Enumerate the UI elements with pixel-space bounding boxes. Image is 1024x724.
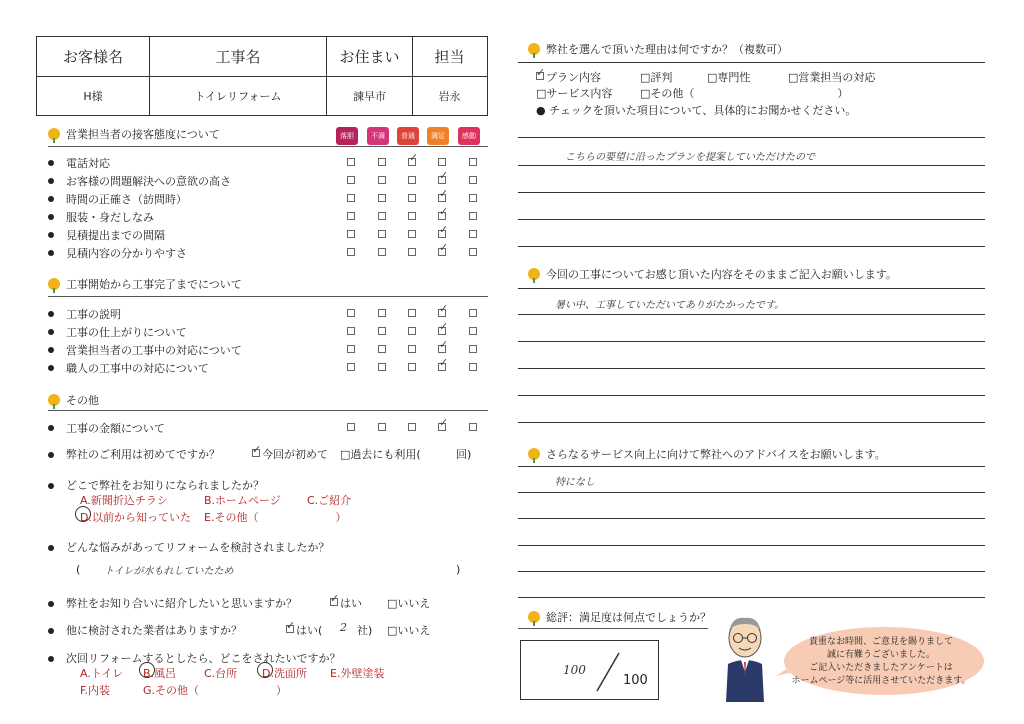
rating-checkbox-3[interactable]: [408, 248, 416, 256]
q-next-label: 次回リフォームするとしたら、どこをされたいですか？: [66, 652, 341, 665]
bullet: [48, 250, 54, 256]
rating-checkbox-1[interactable]: [347, 345, 355, 353]
rating-checkbox-5[interactable]: [469, 212, 477, 220]
rating-checkbox-3[interactable]: [408, 363, 416, 371]
bullet: [48, 347, 54, 353]
how-option-a: A.新聞折込チラシ: [80, 494, 168, 507]
rating-checkbox-5[interactable]: [469, 309, 477, 317]
q3-title: さらなるサービス向上に向けて弊社へのアドバイスをお願いします。: [546, 448, 886, 461]
rating-item-label: 電話対応: [66, 157, 110, 170]
q1-option-expertise: □専門性: [707, 71, 751, 84]
q1-heading: [528, 41, 788, 57]
check-mark-icon: ✓: [439, 169, 449, 182]
answer-line: [518, 165, 985, 166]
answer-circle: [257, 662, 273, 678]
rating-item-label: 工事の金額について: [66, 422, 165, 435]
rating-checkbox-5[interactable]: [469, 248, 477, 256]
section1-heading: [48, 126, 220, 142]
flower-icon: [528, 268, 540, 280]
rating-checkbox-1[interactable]: [347, 194, 355, 202]
answer-line: [518, 395, 985, 396]
next-option-b: B.風呂: [143, 667, 177, 680]
rating-checkbox-5[interactable]: [469, 194, 477, 202]
mascot-illustration: [714, 612, 776, 702]
section2-heading: [48, 276, 242, 292]
used-before-end: 回): [456, 448, 472, 461]
flower-icon: [528, 611, 540, 623]
intro-yes-label: はい: [340, 597, 362, 610]
q4-heading: [528, 609, 711, 625]
bullet: [48, 601, 54, 607]
header-staff-label: 担当: [434, 48, 465, 66]
rating-checkbox-1[interactable]: [347, 176, 355, 184]
rating-checkbox-3[interactable]: [408, 423, 416, 431]
divider: [48, 410, 488, 411]
flower-icon: [48, 278, 60, 290]
section1-title: 営業担当者の接客態度について: [66, 128, 220, 141]
bullet: [48, 656, 54, 662]
thanks-line-4: ホームページ等に活用させていただきます。: [791, 676, 971, 686]
answer-line: [518, 246, 985, 247]
q1-note: ● チェックを頂いた項目について、具体的にお聞かせください。: [536, 104, 857, 117]
score-value: 100: [563, 663, 586, 677]
other-unit: 社): [357, 624, 373, 637]
work-name: トイレリフォーム: [194, 89, 282, 103]
answer-line: [518, 597, 985, 598]
q-first-label: 弊社のご利用は初めてですか？: [66, 448, 220, 461]
q3-heading: [528, 446, 886, 462]
first-time-option: 今回が初めて: [262, 448, 328, 461]
rating-checkbox-2[interactable]: [378, 230, 386, 238]
bullet: [48, 329, 54, 335]
divider: [518, 288, 985, 289]
rating-checkbox-2[interactable]: [378, 194, 386, 202]
thanks-line-1: 貴重なお時間、ご意見を賜りまして: [808, 637, 953, 647]
bullet: [48, 178, 54, 184]
answer-line: [518, 545, 985, 546]
rating-item-label: 工事の仕上がりについて: [66, 326, 187, 339]
rating-checkbox-3[interactable]: [408, 212, 416, 220]
rating-header-4: 満足: [427, 127, 449, 145]
section3-heading: [48, 392, 99, 408]
q1-option-plan: プラン内容: [546, 71, 601, 84]
check-mark-icon: ✓: [439, 302, 449, 315]
rating-checkbox-1[interactable]: [347, 212, 355, 220]
worry-open-paren: (: [76, 563, 81, 576]
rating-checkbox-4[interactable]: [438, 158, 446, 166]
other-no-label: □いいえ: [387, 624, 431, 637]
bullet: [48, 160, 54, 166]
rating-checkbox-2[interactable]: [378, 212, 386, 220]
next-option-e: E.外壁塗装: [330, 667, 385, 680]
worry-answer: トイレが水もれしていたため: [104, 566, 234, 577]
q-other-label: 他に検討された業者はありますか？: [66, 624, 242, 637]
check-mark-icon: ✓: [439, 223, 449, 236]
bullet: [48, 628, 54, 634]
check-mark-icon: ✓: [439, 205, 449, 218]
rating-checkbox-2[interactable]: [378, 158, 386, 166]
answer-line: [518, 314, 985, 315]
flower-icon: [528, 43, 540, 55]
q1-option-service: □サービス内容: [536, 87, 613, 100]
section2-title: 工事開始から工事完了までについて: [66, 278, 242, 291]
answer-line: [518, 341, 985, 342]
rating-checkbox-1[interactable]: [347, 230, 355, 238]
q2-title: 今回の工事についてお感じ頂いた内容をそのままご記入お願いします。: [546, 268, 897, 281]
q-worry-label: どんな悩みがあってリフォームを検討されましたか？: [66, 541, 330, 554]
next-option-f: F.内装: [80, 684, 111, 697]
answer-line: [518, 192, 985, 193]
q4-title: 総評：満足度は何点でしょうか？: [546, 611, 711, 624]
rating-checkbox-1[interactable]: [347, 158, 355, 166]
q-intro-label: 弊社をお知り合いに紹介したいと思いますか？: [66, 597, 297, 610]
rating-item-label: 見積内容の分かりやすさ: [66, 247, 187, 260]
rating-item-label: 工事の説明: [66, 308, 121, 321]
thanks-line-2: 誠に有難うございました。: [826, 650, 935, 660]
bullet: [48, 483, 54, 489]
next-option-c: C.台所: [204, 667, 238, 680]
check-mark-icon: ✓: [330, 592, 340, 605]
check-mark-icon: ✓: [252, 443, 262, 456]
rating-checkbox-5[interactable]: [469, 327, 477, 335]
rating-checkbox-5[interactable]: [469, 363, 477, 371]
q1-option-sales: □営業担当の対応: [788, 71, 876, 84]
answer-line: [518, 422, 985, 423]
flower-icon: [48, 128, 60, 140]
score-total: 100: [623, 673, 648, 688]
bullet: [48, 452, 54, 458]
rating-header-1: 落胆: [336, 127, 358, 145]
staff-name: 岩永: [438, 89, 461, 103]
rating-checkbox-5[interactable]: [469, 176, 477, 184]
answer-line: [518, 571, 985, 572]
thanks-message: [786, 636, 976, 688]
section3-title: その他: [66, 394, 99, 407]
other-count: 2: [340, 621, 347, 634]
answer-line: [518, 137, 985, 138]
answer-circle: [139, 662, 155, 678]
rating-checkbox-5[interactable]: [469, 230, 477, 238]
rating-header-3: 普通: [397, 127, 419, 145]
used-before-option: □過去にも利用(: [340, 448, 421, 461]
next-option-g: G.その他（ ）: [143, 684, 288, 697]
flower-icon: [528, 448, 540, 460]
rating-checkbox-3[interactable]: [408, 176, 416, 184]
rating-checkbox-3[interactable]: [408, 230, 416, 238]
check-mark-icon: ✓: [286, 619, 296, 632]
intro-no-label: □いいえ: [387, 597, 431, 610]
rating-item-label: 職人の工事中の対応について: [66, 362, 209, 375]
q1-option-other: □その他（ ）: [640, 87, 849, 100]
divider: [48, 296, 488, 297]
check-mark-icon: ✓: [439, 241, 449, 254]
next-option-d: D.洗面所: [262, 667, 307, 680]
rating-checkbox-1[interactable]: [347, 423, 355, 431]
next-option-a: A.トイレ: [80, 667, 124, 680]
header-address-label: お住まい: [339, 48, 400, 66]
check-mark-icon: ✓: [536, 66, 546, 79]
rating-checkbox-2[interactable]: [378, 309, 386, 317]
answer-line: [518, 368, 985, 369]
q1-option-reputation: □評判: [640, 71, 673, 84]
answer-line: [518, 219, 985, 220]
rating-item-label: 服装・身だしなみ: [66, 211, 154, 224]
rating-item-label: 時間の正確さ（訪問時）: [66, 193, 187, 206]
bullet: [48, 425, 54, 431]
how-option-d: D.以前から知っていた: [80, 511, 191, 524]
check-mark-icon: ✓: [439, 338, 449, 351]
rating-checkbox-1[interactable]: [347, 327, 355, 335]
divider: [518, 62, 985, 63]
header-customer-label: お客様名: [62, 48, 123, 66]
rating-header-5: 感動: [458, 127, 480, 145]
other-yes-label: はい(: [296, 624, 323, 637]
rating-checkbox-3[interactable]: [408, 309, 416, 317]
bullet: [48, 214, 54, 220]
customer-name: H様: [83, 89, 103, 103]
slash-icon: [593, 649, 623, 695]
rating-checkbox-3[interactable]: [408, 327, 416, 335]
check-mark-icon: ✓: [439, 416, 449, 429]
check-mark-icon: ✓: [439, 356, 449, 369]
rating-checkbox-3[interactable]: [408, 194, 416, 202]
answer-line: [518, 518, 985, 519]
q1-title: 弊社を選んで頂いた理由は何ですか？（複数可）: [546, 43, 788, 56]
rating-item-label: 営業担当者の工事中の対応について: [66, 344, 242, 357]
answer-line: [518, 492, 985, 493]
check-mark-icon: ✓: [409, 151, 419, 164]
q1-answer: こちらの要望に沿ったプランを提案していただけたので: [565, 152, 815, 163]
how-option-c: C.ご紹介: [307, 494, 352, 507]
rating-checkbox-2[interactable]: [378, 423, 386, 431]
answer-circle: [75, 506, 91, 522]
rating-checkbox-1[interactable]: [347, 309, 355, 317]
check-mark-icon: ✓: [439, 320, 449, 333]
rating-checkbox-2[interactable]: [378, 345, 386, 353]
flower-icon: [48, 394, 60, 406]
rating-header-2: 不満: [367, 127, 389, 145]
how-option-e: E.その他（ ）: [204, 511, 347, 524]
rating-checkbox-1[interactable]: [347, 363, 355, 371]
header-work-label: 工事名: [215, 48, 261, 66]
score-box: [520, 640, 659, 700]
rating-checkbox-2[interactable]: [378, 363, 386, 371]
q-how-label: どこで弊社をお知りになられましたか？: [66, 479, 264, 492]
check-mark-icon: ✓: [439, 187, 449, 200]
worry-close-paren: ): [456, 563, 461, 576]
q2-answer: 暑い中、工事していただいてありがたかったです。: [555, 300, 785, 311]
rating-item-label: お客様の問題解決への意欲の高さ: [66, 175, 231, 188]
divider: [518, 628, 708, 629]
bullet: [48, 196, 54, 202]
rating-checkbox-2[interactable]: [378, 327, 386, 335]
q3-answer: 特になし: [555, 477, 595, 488]
thanks-line-3: ご記入いただきましたアンケートは: [809, 663, 953, 673]
rating-checkbox-5[interactable]: [469, 423, 477, 431]
bullet: [48, 311, 54, 317]
address: 諫早市: [353, 89, 386, 103]
divider: [518, 466, 985, 467]
bullet: [48, 365, 54, 371]
rating-checkbox-1[interactable]: [347, 248, 355, 256]
rating-checkbox-5[interactable]: [469, 345, 477, 353]
divider: [48, 146, 488, 147]
customer-info-table: [36, 36, 488, 116]
q2-heading: [528, 266, 897, 282]
rating-checkbox-5[interactable]: [469, 158, 477, 166]
rating-checkbox-3[interactable]: [408, 345, 416, 353]
bullet: [48, 232, 54, 238]
how-option-b: B.ホームページ: [204, 494, 281, 507]
rating-checkbox-2[interactable]: [378, 176, 386, 184]
bullet: [48, 545, 54, 551]
rating-checkbox-2[interactable]: [378, 248, 386, 256]
rating-item-label: 見積提出までの間隔: [66, 229, 165, 242]
